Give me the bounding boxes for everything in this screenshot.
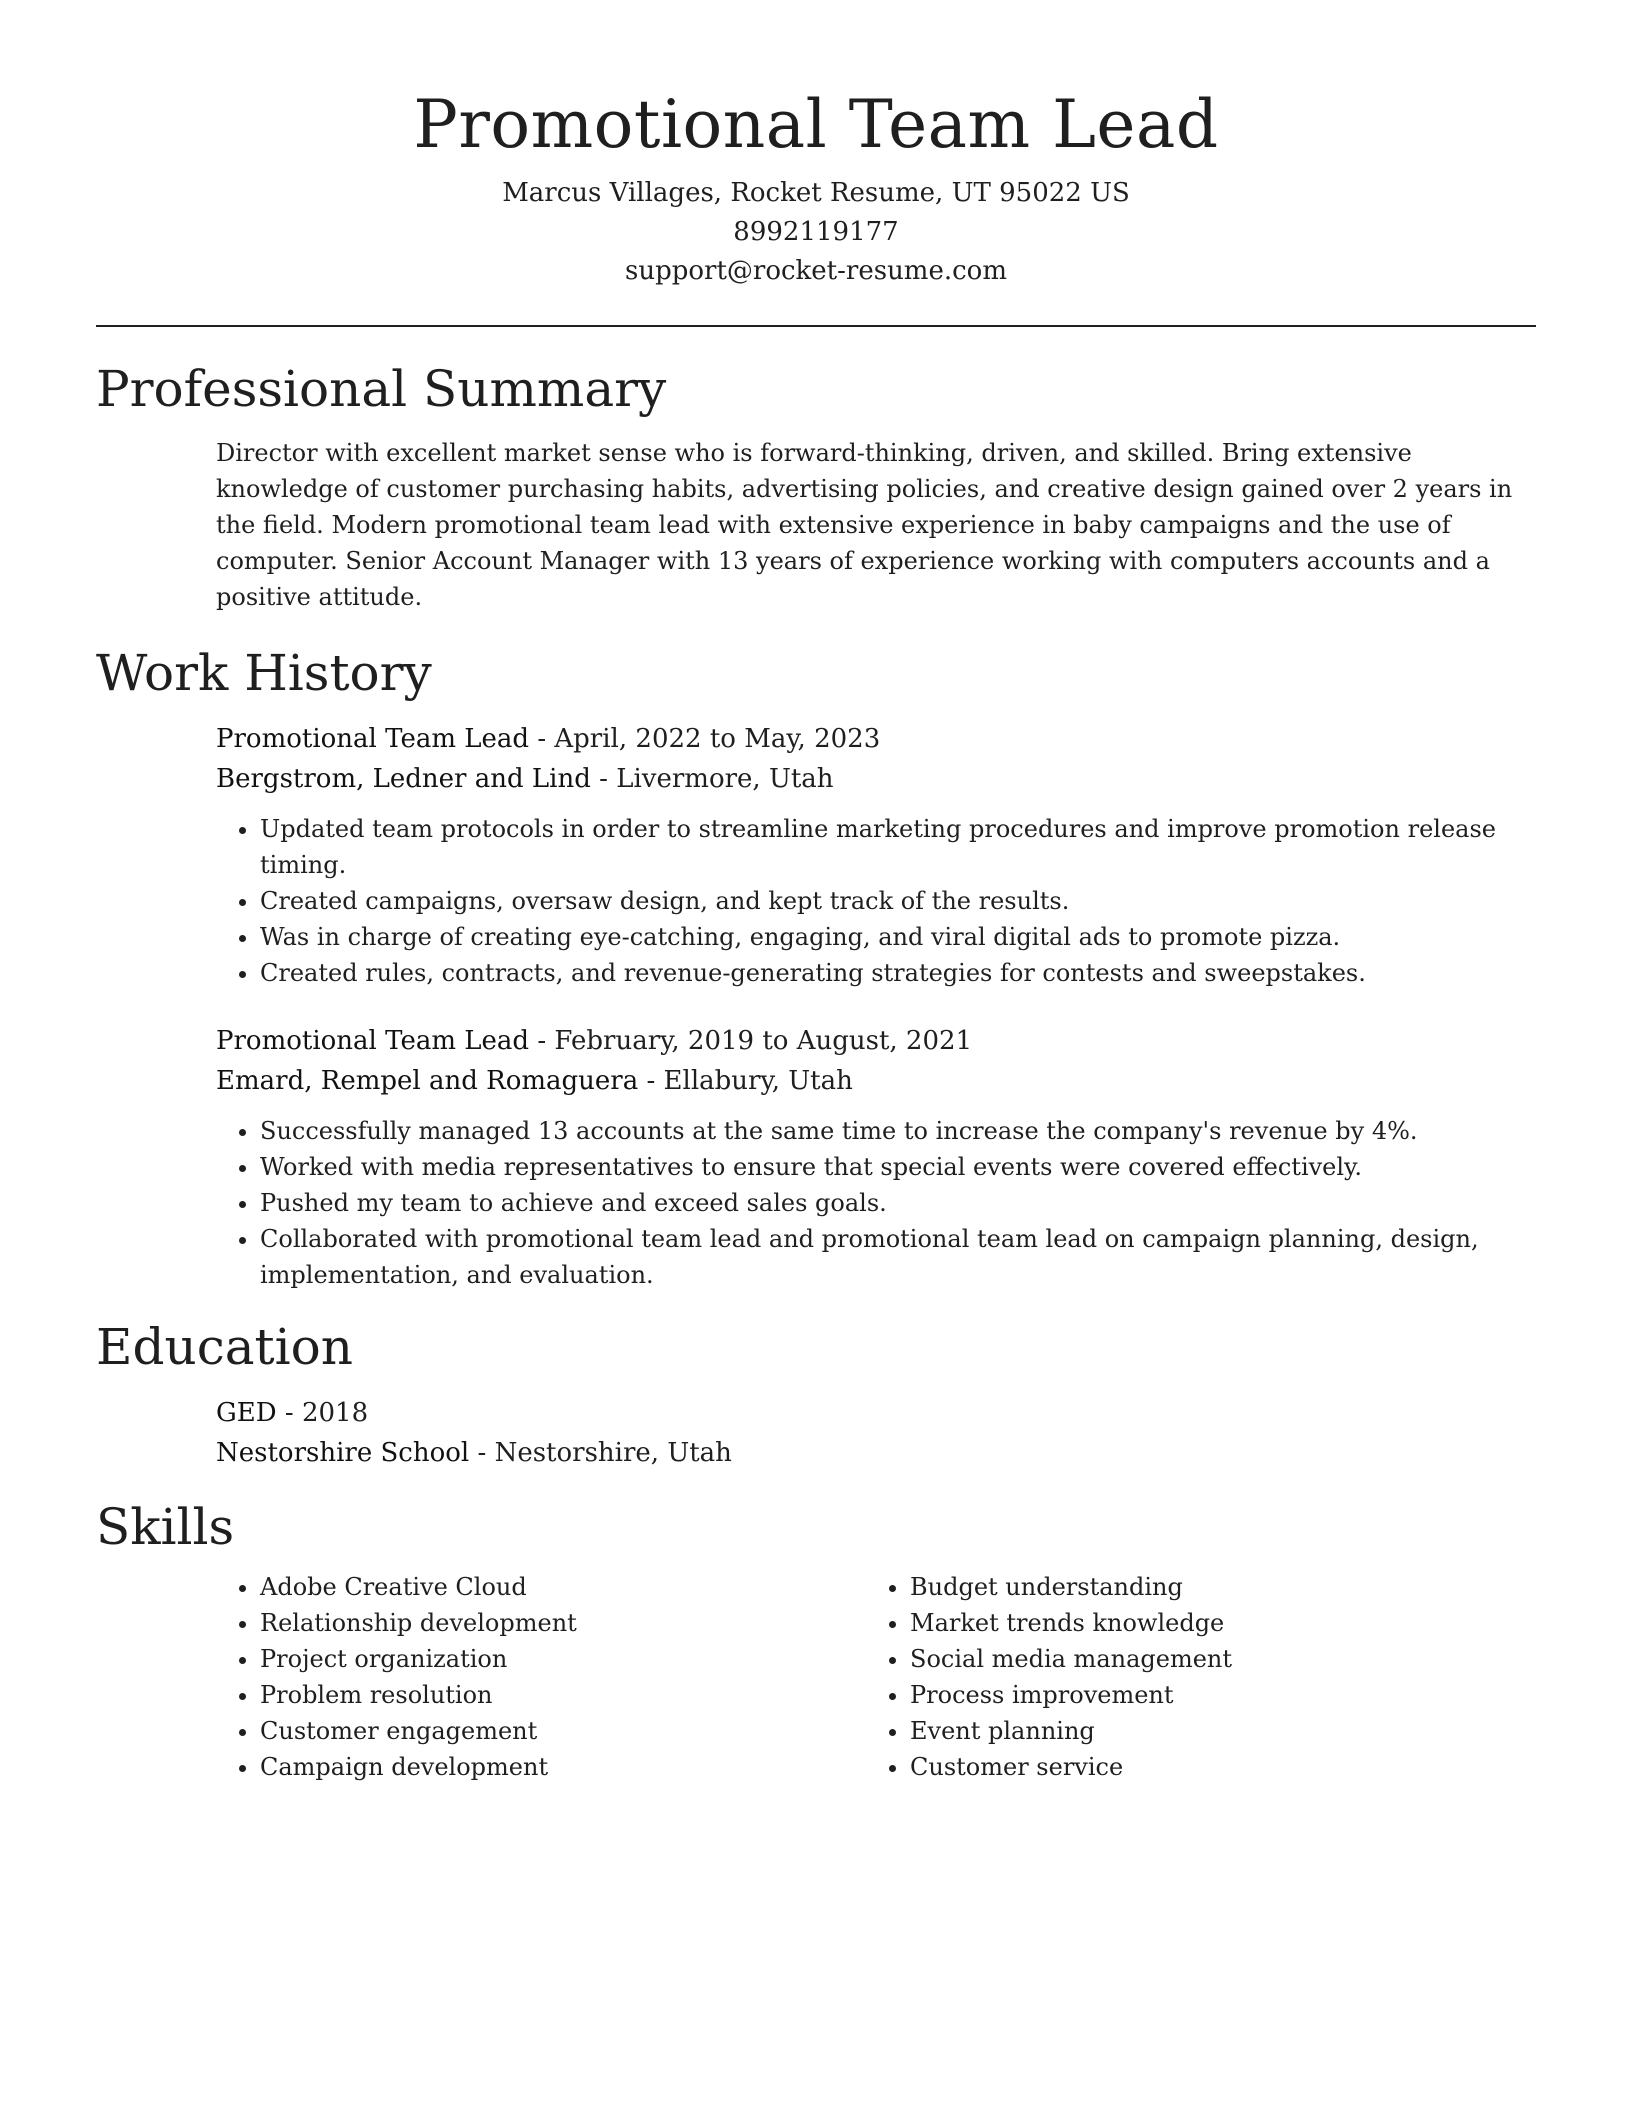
list-item: • Successfully managed 13 accounts at the same time to increase the company's revenue by 4%. (260, 1113, 1536, 1149)
education-school: Nestorshire School (216, 1438, 470, 1468)
phone-number: 8992119177 (733, 217, 899, 247)
skill-item: • Relationship development (260, 1605, 866, 1641)
skill-item: • Project organization (260, 1641, 866, 1677)
skills-title: Skills (96, 1498, 235, 1556)
list-item: • Was in charge of creating eye-catching, engaging, and viral digital ads to promote pizza. (260, 919, 1536, 955)
skills-column-right (866, 1569, 1516, 1785)
job-bullets (216, 1113, 1536, 1293)
skills-section (96, 1495, 1536, 1785)
job-entry (216, 1021, 1536, 1293)
job-location: Livermore, Utah (616, 764, 834, 794)
education-location: Nestorshire, Utah (494, 1438, 732, 1468)
education-section (96, 1315, 1536, 1473)
skills-grid (216, 1569, 1536, 1785)
job-dates: February, 2019 to August, 2021 (554, 1026, 973, 1056)
job-role: Promotional Team Lead (216, 1026, 530, 1056)
education-degree-line: GED - 2018 (216, 1398, 369, 1428)
education-title: Education (96, 1318, 353, 1376)
education-degree: GED (216, 1398, 277, 1428)
contact-block (96, 174, 1536, 291)
education-year: 2018 (301, 1398, 369, 1428)
job-title-line: Promotional Team Lead - April, 2022 to May, 2023 (216, 724, 881, 754)
resume-header (96, 0, 1536, 291)
list-item: • Collaborated with promotional team lead and promotional team lead on campaign planning, design, implementation, and evaluation. (260, 1221, 1536, 1293)
job-title-line: Promotional Team Lead - February, 2019 to August, 2021 (216, 1026, 973, 1056)
header-divider (96, 325, 1536, 327)
work-history-section (96, 641, 1536, 1293)
skill-item: • Campaign development (260, 1749, 866, 1785)
list-item: • Pushed my team to achieve and exceed sales goals. (260, 1185, 1536, 1221)
job-company: Emard, Rempel and Romaguera (216, 1066, 639, 1096)
job-entry (216, 719, 1536, 991)
job-bullets (216, 811, 1536, 991)
skill-item: • Adobe Creative Cloud (260, 1569, 866, 1605)
skill-item: • Customer engagement (260, 1713, 866, 1749)
skill-item: • Market trends knowledge (910, 1605, 1516, 1641)
list-item: • Worked with media representatives to ensure that special events were covered effectively. (260, 1149, 1536, 1185)
skill-item: • Problem resolution (260, 1677, 866, 1713)
summary-text: Director with excellent market sense who is forward-thinking, driven, and skilled. Bring extensive knowledge of customer purchasing habits, advertising policies, and creative design gained over 2 years in the field. Modern promotional team lead with extensive experience in baby campaigns and the use of computer. Senior Account Manager with 13 years of experience working with computers accounts and a positive attitude. (216, 439, 1513, 611)
candidate-name: Promotional Team Lead (413, 86, 1219, 163)
education-school-line: Nestorshire School - Nestorshire, Utah (216, 1438, 732, 1468)
skill-item: • Customer service (910, 1749, 1516, 1785)
job-company-line: Emard, Rempel and Romaguera - Ellabury, Utah (216, 1066, 853, 1096)
job-location: Ellabury, Utah (663, 1066, 853, 1096)
skills-column-left (216, 1569, 866, 1785)
email-address: support@rocket-resume.com (624, 256, 1007, 286)
list-item: • Created rules, contracts, and revenue-generating strategies for contests and sweepstakes. (260, 955, 1536, 991)
skill-item: • Budget understanding (910, 1569, 1516, 1605)
skill-item: • Event planning (910, 1713, 1516, 1749)
job-dates: April, 2022 to May, 2023 (554, 724, 881, 754)
skill-item: • Social media management (910, 1641, 1516, 1677)
skill-item: • Process improvement (910, 1677, 1516, 1713)
list-item: • Updated team protocols in order to streamline marketing procedures and improve promotion release timing. (260, 811, 1536, 883)
job-company: Bergstrom, Ledner and Lind (216, 764, 591, 794)
job-company-line: Bergstrom, Ledner and Lind - Livermore, Utah (216, 764, 834, 794)
work-history-title: Work History (96, 644, 432, 702)
address: Marcus Villages, Rocket Resume, UT 95022 US (502, 178, 1130, 208)
list-item: • Created campaigns, oversaw design, and kept track of the results. (260, 883, 1536, 919)
summary-section (96, 357, 1536, 615)
summary-title: Professional Summary (96, 360, 667, 418)
job-role: Promotional Team Lead (216, 724, 530, 754)
